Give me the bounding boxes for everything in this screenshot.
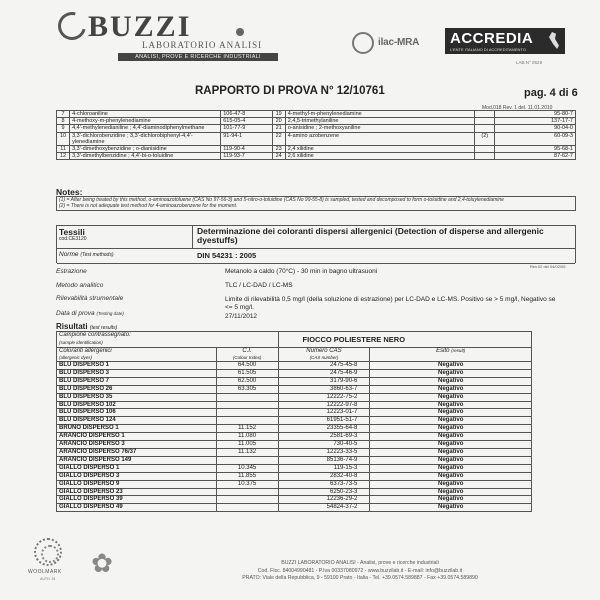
results-label: Risultati [56, 322, 88, 331]
dye-ci: 11.855 [216, 472, 278, 480]
col-cas-header [278, 348, 370, 362]
woolmark-logo [28, 538, 68, 593]
amine-name: 2,4 xilidine [285, 146, 474, 153]
norme-label-sub: (Test methods) [80, 252, 114, 258]
dye-cas: 2475-45-8 [278, 362, 370, 370]
dye-name: ARANCIO DISPERSO 3 [57, 441, 217, 449]
module-revision: Mod.018 Rev. 1 del. 11.01.2010 [482, 105, 553, 111]
table-row [57, 425, 532, 433]
dye-name: GIALLO DISPERSO 39 [57, 496, 217, 504]
table-row [57, 464, 532, 472]
col-ci-header [216, 348, 278, 362]
amine-cas: 106-47-8 [221, 111, 272, 118]
amine-number: 7 [57, 111, 70, 118]
dye-ci [216, 409, 278, 417]
table-row [57, 480, 532, 488]
note-2: (2) = There is not adequate test method for 4-aminoazobenzene for the moment. [59, 202, 238, 209]
footer-info [135, 560, 585, 583]
amine-number: 22 [272, 132, 285, 145]
results-title [56, 322, 117, 331]
table-row [57, 504, 532, 512]
amine-note [475, 118, 495, 125]
sample-row [57, 332, 532, 348]
col-cas-title: Numero CAS [306, 348, 342, 354]
amine-name: 3,3'-dichlorobenzidine ; 3,3'-dichlorobiphenyl-4,4'-ylenediamine [70, 132, 221, 145]
italy-map-icon [549, 32, 559, 49]
dye-ci: 62.500 [216, 377, 278, 385]
dye-ci [216, 504, 278, 512]
amine-cas: 95-68-1 [495, 146, 576, 153]
dye-cas: 2832-40-8 [278, 472, 370, 480]
data-prova-text: Data di prova [56, 310, 95, 317]
table-row [57, 369, 532, 377]
flower-icon: ✿ [91, 548, 113, 578]
amine-name: o-anisidine ; 2-methoxyaniline [285, 125, 474, 132]
tessili-label: Tessili [59, 227, 85, 237]
footer-line-1: BUZZI LABORATORIO ANALISI - Analisi, prove e ricerche industriali [281, 560, 439, 566]
dye-result: Negativo [370, 472, 532, 480]
logo-subtitle: LABORATORIO ANALISI [142, 40, 263, 50]
dye-result: Negativo [370, 504, 532, 512]
page-header [0, 0, 600, 70]
divider [57, 263, 575, 264]
col-result-header [370, 348, 532, 362]
results-table [56, 331, 532, 512]
woolmark-sub: AUTH. 24 [40, 577, 56, 581]
dye-cas: 61951-51-7 [278, 417, 370, 425]
amine-name: 2,6 xilidine [285, 153, 474, 160]
estrazione-value: Metanolo a caldo (70°C) - 30 min in bagno ultrasuoni [225, 268, 378, 275]
dye-cas: 12236-29-2 [278, 496, 370, 504]
dye-cas: 12223-33-5 [278, 448, 370, 456]
col-result-sub: (result) [451, 348, 466, 353]
amine-name: 4-chloroaniline [70, 111, 221, 118]
amine-number: 23 [272, 146, 285, 153]
dye-name: BRUNO DISPERSO 1 [57, 425, 217, 433]
amine-number: 21 [272, 125, 285, 132]
dye-ci: 63.305 [216, 385, 278, 393]
dye-cas: 2581-69-3 [278, 433, 370, 441]
divider [57, 248, 575, 249]
amine-number: 24 [272, 153, 285, 160]
table-row [57, 409, 532, 417]
lab-number: LAB N° 0529 [516, 60, 543, 65]
amine-name: 3,3'-dimethylbenzidine ; 4,4'-bi-o-toluidine [70, 153, 221, 160]
determination-title: Determinazione dei coloranti dispersi allergenici (Detection of disperse and allergenic dyestuffs) [197, 226, 544, 245]
metodo-label: Metodo analitico [56, 282, 104, 289]
table-row [57, 448, 532, 456]
dye-ci [216, 401, 278, 409]
norme-value: DIN 54231 : 2005 [197, 251, 257, 260]
buzzi-logo-icon [53, 7, 91, 45]
dye-name: BLU DISPERSO 124 [57, 417, 217, 425]
sample-label-sub: (sample identification) [59, 340, 103, 345]
amine-cas: 137-17-7 [495, 118, 576, 125]
dye-ci [216, 496, 278, 504]
dye-name: ARANCIO DISPERSO 1 [57, 433, 217, 441]
tessili-block [56, 225, 576, 263]
notes-box [56, 196, 576, 211]
amine-name: 4,4'-methylenedianiline ; 4,4'-diaminodiphenylmethane [70, 125, 221, 132]
dye-cas: 85136-74-9 [278, 456, 370, 464]
accredia-subtitle: L'ENTE ITALIANO DI ACCREDITAMENTO [450, 47, 526, 52]
amine-cas: 119-93-7 [221, 153, 272, 160]
amine-row [57, 118, 576, 125]
amine-name: 4-amino azobenzene [285, 132, 474, 145]
amine-number: 8 [57, 118, 70, 125]
table-row [57, 496, 532, 504]
dye-name: GIALLO DISPERSO 49 [57, 504, 217, 512]
logo-name: BUZZI [88, 10, 192, 43]
dye-name: GIALLO DISPERSO 1 [57, 464, 217, 472]
dye-name: GIALLO DISPERSO 23 [57, 488, 217, 496]
dye-ci: 64.500 [216, 362, 278, 370]
dye-result: Negativo [370, 496, 532, 504]
results-header-row [57, 348, 532, 362]
dye-ci [216, 488, 278, 496]
page-number: pag. 4 di 6 [524, 87, 578, 99]
dye-name: BLU DISPERSO 106 [57, 409, 217, 417]
col-ci-sub: (Colour Index) [232, 354, 262, 360]
table-row [57, 488, 532, 496]
ilac-mra-logo [352, 32, 422, 54]
data-prova-sub: (Testing date) [96, 311, 124, 316]
dye-result: Negativo [370, 433, 532, 441]
footer-line-3: PRATO: Viale della Repubblica, 9 - 59100 Prato - Italia - Tel. +39.0574.589887 - Fax +39.0574.589890 [242, 575, 478, 581]
dye-name: ARANCIO DISPERSO 149 [57, 456, 217, 464]
amine-cas: 615-05-4 [221, 118, 272, 125]
col-dyes-header [57, 348, 217, 362]
dye-ci: 11.152 [216, 425, 278, 433]
col-cas-sub: (CAS number) [309, 354, 339, 360]
dye-name: BLU DISPERSO 26 [57, 385, 217, 393]
amine-number: 19 [272, 111, 285, 118]
ilac-circle-icon [352, 32, 374, 54]
amine-row [57, 153, 576, 160]
table-row [57, 433, 532, 441]
col-dyes-sub: (allergenic dyes) [59, 354, 93, 360]
amine-note [475, 153, 495, 160]
dye-result: Negativo [370, 456, 532, 464]
amine-note: (2) [475, 132, 495, 145]
footer-line-2: Cod. Fisc. 84004990481 - P.Iva 00337080972 - www.buzzilab.it - E-mail: info@buzzilab.it [257, 567, 463, 574]
amines-table [56, 110, 576, 160]
report-title: RAPPORTO DI PROVA N° 12/10761 [195, 85, 385, 97]
amine-number: 20 [272, 118, 285, 125]
amine-cas: 95-80-7 [495, 111, 576, 118]
dye-result: Negativo [370, 362, 532, 370]
dye-cas: 3860-63-7 [278, 385, 370, 393]
amine-note [475, 146, 495, 153]
table-row [57, 472, 532, 480]
accredia-title: ACCREDIA [450, 30, 534, 47]
dye-name: ARANCIO DISPERSO 76/37 [57, 448, 217, 456]
table-row [57, 377, 532, 385]
dye-name: BLU DISPERSO 35 [57, 393, 217, 401]
table-row [57, 362, 532, 370]
dye-cas: 54824-37-2 [278, 504, 370, 512]
logo-tagline: ANALISI, PROVE E RICERCHE INDUSTRIALI [118, 53, 278, 61]
data-prova-label [56, 310, 124, 318]
woolmark-text: WOOLMARK [28, 569, 62, 575]
amine-row [57, 146, 576, 153]
dye-ci: 11.080 [216, 433, 278, 441]
dye-result: Negativo [370, 369, 532, 377]
dye-result: Negativo [370, 377, 532, 385]
amine-cas: 101-77-9 [221, 125, 272, 132]
amine-cas: 90-04-0 [495, 125, 576, 132]
dye-cas: 730-40-5 [278, 441, 370, 449]
dye-cas: 119-15-3 [278, 464, 370, 472]
amine-name: 3,3'-dimethoxybenzidine ; o-dianisidine [70, 146, 221, 153]
amine-note [475, 111, 495, 118]
amine-name: 4-methoxy-m-phenylenediamine [70, 118, 221, 125]
dye-ci: 11.005 [216, 441, 278, 449]
dye-ci: 61.505 [216, 369, 278, 377]
estrazione-label: Estrazione [56, 268, 87, 275]
dye-cas: 12222-75-2 [278, 393, 370, 401]
amine-cas: 60-09-3 [495, 132, 576, 145]
table-row [57, 456, 532, 464]
dye-name: BLU DISPERSO 102 [57, 401, 217, 409]
table-row [57, 441, 532, 449]
sample-label-cell [57, 332, 279, 348]
dye-cas: 23355-64-8 [278, 425, 370, 433]
data-prova-value: 27/11/2012 [225, 313, 258, 320]
amine-cas: 87-62-7 [495, 153, 576, 160]
dye-result: Negativo [370, 480, 532, 488]
dye-name: BLU DISPERSO 3 [57, 369, 217, 377]
tessili-code: cod.CE3120 [59, 236, 87, 242]
divider [192, 226, 193, 248]
results-label-sub: (test results) [89, 325, 118, 331]
rilevabilita-value: Limite di rilevabilità 0,5 mg/l (della soluzione di estrazione) per LC-DAD e LC-MS. Positivo se > 5 mg/l, Negativo se <= 5 mg/l. [225, 296, 556, 311]
table-row [57, 417, 532, 425]
dye-ci: 11.132 [216, 448, 278, 456]
amine-cas: 91-94-1 [221, 132, 272, 145]
dye-result: Negativo [370, 488, 532, 496]
dye-cas: 6250-23-3 [278, 488, 370, 496]
dye-cas: 12222-97-8 [278, 401, 370, 409]
table-row [57, 385, 532, 393]
ilac-text: ilac-MRA [378, 37, 420, 48]
dye-name: GIALLO DISPERSO 3 [57, 472, 217, 480]
dye-result: Negativo [370, 425, 532, 433]
dye-result: Negativo [370, 441, 532, 449]
dye-ci [216, 456, 278, 464]
note-1: (1) = After being treated by this method, o-aminoazotoluene (CAS No 97-56-3) and 5-nitro-o-toluidine (CAS No 99-55-8) is sampled, tested and decomposed to form o-toluidine and 2,4-toluylenediamine [59, 197, 504, 203]
amine-number: 12 [57, 153, 70, 160]
norme-label-text: Norme [59, 251, 79, 258]
amine-number: 9 [57, 125, 70, 132]
col-ci-title: C.I. [242, 348, 252, 354]
amine-cas: 119-90-4 [221, 146, 272, 153]
seal-icon [236, 28, 244, 36]
amine-row [57, 125, 576, 132]
dye-ci: 10.345 [216, 464, 278, 472]
revision-date: Rev.02 del 04/02/05 [530, 264, 566, 269]
table-row [57, 401, 532, 409]
wool-ball-icon [34, 538, 62, 566]
amine-name: 2,4,5-trimethylaniline [285, 118, 474, 125]
dye-ci [216, 393, 278, 401]
dye-result: Negativo [370, 401, 532, 409]
dye-result: Negativo [370, 409, 532, 417]
amine-number: 10 [57, 132, 70, 145]
sample-label: Campione contrassegnato: [59, 332, 131, 338]
dye-cas: 6373-73-5 [278, 480, 370, 488]
rilevabilita-label: Rilevabilità strumentale [56, 295, 124, 302]
dye-name: BLU DISPERSO 1 [57, 362, 217, 370]
dye-result: Negativo [370, 464, 532, 472]
metodo-value: TLC / LC-DAD / LC-MS [225, 282, 293, 289]
dye-result: Negativo [370, 385, 532, 393]
dye-result: Negativo [370, 417, 532, 425]
dye-result: Negativo [370, 448, 532, 456]
amine-note [475, 125, 495, 132]
dye-ci [216, 417, 278, 425]
dye-cas: 3179-90-6 [278, 377, 370, 385]
amine-row [57, 111, 576, 118]
dye-name: BLU DISPERSO 7 [57, 377, 217, 385]
norme-label [59, 251, 114, 258]
notes-title: Notes: [56, 187, 83, 197]
dye-result: Negativo [370, 393, 532, 401]
col-result-title: Esito [436, 348, 450, 354]
amine-name: 4-methyl-m-phenylenediamine [285, 111, 474, 118]
accredia-logo [445, 28, 565, 54]
dye-name: GIALLO DISPERSO 9 [57, 480, 217, 488]
dye-ci: 10.375 [216, 480, 278, 488]
dye-cas: 2475-46-9 [278, 369, 370, 377]
amine-number: 11 [57, 146, 70, 153]
sample-value: FIOCCO POLIESTERE NERO [278, 332, 531, 348]
col-dyes-title: Coloranti allergenici [59, 348, 112, 354]
dye-cas: 12223-01-7 [278, 409, 370, 417]
table-row [57, 393, 532, 401]
amine-row [57, 132, 576, 145]
